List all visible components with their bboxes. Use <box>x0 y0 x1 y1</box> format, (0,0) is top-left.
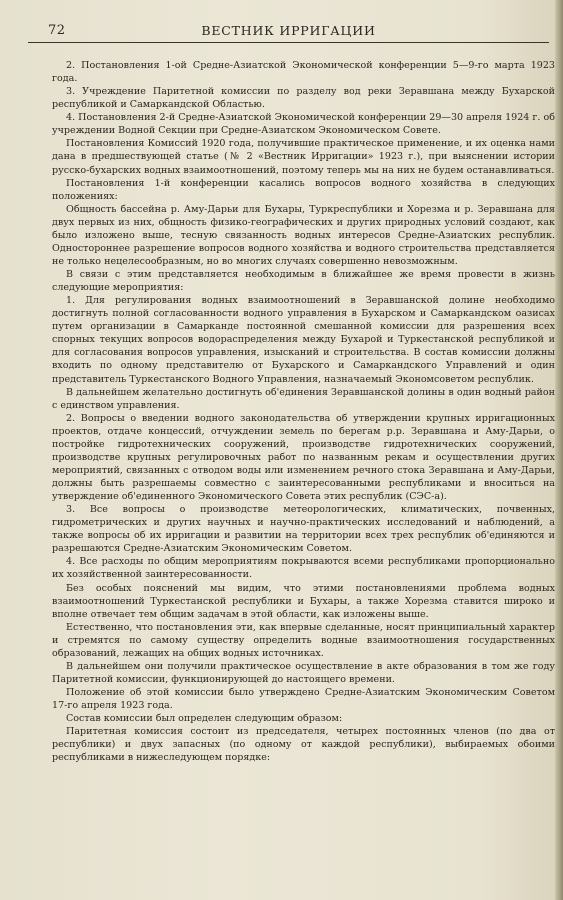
running-header <box>28 20 549 43</box>
page-edge-shadow <box>555 0 563 900</box>
paragraph: 4. Постановления 2-й Средне-Азиатской Экономической конференции 29—30 апреля 1924 г. об учреждении Водной Секции при Средне-Азиатском Экономическом Совете. <box>52 112 555 137</box>
body-text <box>52 59 555 893</box>
paragraph: Положение об этой комиссии было утверждено Средне-Азиатским Экономическим Советом 17-го апреля 1923 года. <box>52 687 555 712</box>
journal-title: ВЕСТНИК ИРРИГАЦИИ <box>201 23 376 38</box>
paragraph: Общность бассейна р. Аму-Дарьи для Бухары, Туркреспублики и Хорезма и р. Зеравшана для двух первых из них, общность физико-географических и других природных условий создают, как было изложено выше, тесную связанность водных интересов Средне-Азиатских республик. Одностороннее разрешение вопросов водного хозяйства и водного строительства представляется не только нецелесообразным, но во многих случаях совершенно невозможным. <box>52 203 555 267</box>
paragraph: Паритетная комиссия состоит из председателя, четырех постоянных членов (по два от республики) и двух запасных (по одному от каждой республики), выбираемых обоими республиками в нижеследующем порядке: <box>52 726 555 764</box>
page-number: 72 <box>48 23 66 38</box>
paragraph: 1. Для регулирования водных взаимоотношений в Зеравшанской долине необходимо достигнуть полной согласованности водного управления в Бухарском и Самаркандском оазисах путем организации в Самарканде постоянной смешанной комиссии для разрешения всех спорных текущих вопросов водораспределения между Бухарой и Туркестанской республикой и для согласования вопросов управления, изысканий и строительства. В состав комиссии должны входить по одному представителю от Бухарского и Самаркандского Управлений и один представитель Туркестанского Водного Управления, назначаемый Экономсоветом республик. <box>52 295 555 385</box>
paragraph: Постановления 1-й конференции касались вопросов водного хозяйства в следующих положениях: <box>52 177 555 202</box>
paragraph: Естественно, что постановления эти, как впервые сделанные, носят принципиальный характер и стремятся по самому существу определить водные взаимоотношения государственных образований, лежащих на общих водных источниках. <box>52 621 555 659</box>
paragraph: Постановления Комиссий 1920 года, получившие практическое применение, и их оценка нами дана в предшествующей статье (№ 2 «Вестник Ирригации» 1923 г.), при выяснении истории русско-бухарских водных взаимоотношений, поэтому теперь мы на них не будем останавливаться. <box>52 138 555 176</box>
paragraph: 2. Вопросы о введении водного законодательства об утверждении крупных ирригационных проектов, отдаче концессий, отчуждении земель по берегам р.р. Зеравшана и Аму-Дарьи, о постройке гидротехнических сооружений, производстве гидротехнических сооружений, производстве крупных регулировочных работ по названным рекам и осуществлении других мероприятий, связанных с отводом воды или изменением речного стока Зеравшана и Аму-Дарьи, должны быть разрешаемы совместно с заинтересованными республиками и вноситься на утверждение об'единенного Экономического Совета этих республик (СЭС-а). <box>52 412 555 503</box>
paragraph: 3. Все вопросы о производстве метеорологических, климатических, почвенных, гидрометрических и других научных и научно-практических исследований и наблюдений, а также вопросы об их ирригации и развитии на территории всех трех республик об'единяются и разрешаются Средне-Азиатским Экономическим Советом. <box>52 504 555 555</box>
paragraph: 3. Учреждение Паритетной комиссии по разделу вод реки Зеравшана между Бухарской республикой и Самаркандской Областью. <box>52 86 555 111</box>
paragraph: В связи с этим представляется необходимым в ближайшее же время провести в жизнь следующие мероприятия: <box>52 269 555 294</box>
paragraph: В дальнейшем они получили практическое осуществление в акте образования в том же году Паритетной комиссии, функционирующей до настоящего времени. <box>52 660 555 685</box>
paragraph: 2. Постановления 1-ой Средне-Азиатской Экономической конференции 5—9-го марта 1923 года. <box>52 60 555 85</box>
paragraph: В дальнейшем желательно достигнуть об'единения Зеравшанской долины в один водный район с единством управления. <box>52 386 555 411</box>
paragraph: 4. Все расходы по общим мероприятиям покрываются всеми республиками пропорционально их хозяйственной заинтересованности. <box>52 556 555 581</box>
paragraph: Без особых пояснений мы видим, что этими постановлениями проблема водных взаимоотношений Туркестанской республики и Бухары, а также Хорезма ставится широко и вполне отвечает тем общим задачам в этой области, как изложены выше. <box>52 582 555 620</box>
paragraph: Состав комиссии был определен следующим образом: <box>66 713 343 725</box>
